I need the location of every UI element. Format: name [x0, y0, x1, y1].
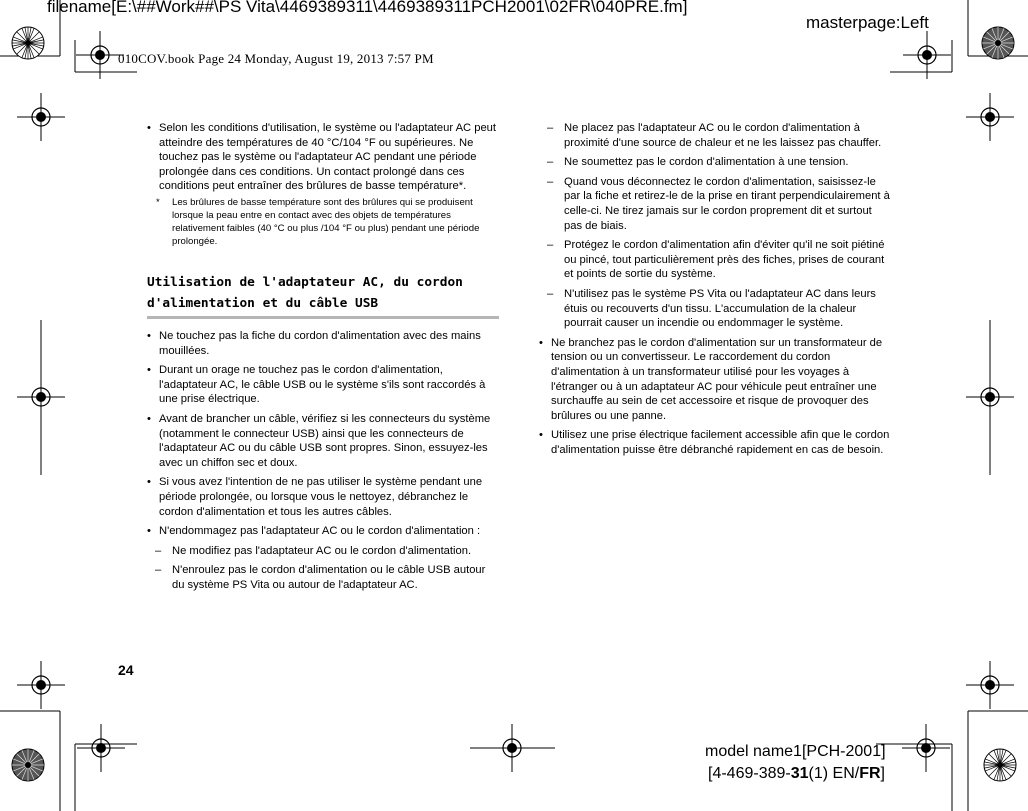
bullet-item: • Si vous avez l'intention de ne pas utiliser le système pendant une période prolongée, ou lorsque vous le nettoyez, débranchez le cordon d'alimentation et tous les autres câbles.	[147, 475, 499, 519]
bullet-item: • Ne touchez pas la fiche du cordon d'alimentation avec des mains mouillées.	[147, 329, 499, 358]
masterpage-label: masterpage:Left	[806, 13, 929, 32]
filename-label: filename[E:\##Work##\PS Vita\4469389311\4469389311PCH2001\02FR\040PRE.fm]	[47, 0, 688, 16]
sub-item: – N'utilisez pas le système PS Vita ou l'adaptateur AC dans leurs étuis ou recouverts d'un tissu. L'accumulation de la chaleur pourrait causer un incendie ou endommager le système.	[539, 287, 891, 331]
model-name: model name1[PCH-2001]	[705, 743, 886, 760]
sub-item: – Quand vous déconnectez le cordon d'alimentation, saisissez-le par la fiche et retirez-le de la prise en tirant perpendiculairement à celle-ci. Ne tirez jamais sur le cordon proprement dit et surtout pas de biais.	[539, 175, 891, 233]
part-code-suffix: ]	[880, 765, 885, 782]
section-heading-line: d'alimentation et du câble USB	[147, 295, 379, 311]
bullet-item: • Selon les conditions d'utilisation, le système ou l'adaptateur AC peut atteindre des températures de 40 °C/104 °F ou supérieures. Ne touchez pas le système ou l'adaptateur AC pendant une période prolongée dans ces conditions. Un contact prolongé dans ces conditions peut entraîner des brûlures de basse température*.	[147, 121, 499, 194]
sub-item: – Ne placez pas l'adaptateur AC ou le cordon d'alimentation à proximité d'une source de chaleur et ne les laissez pas chauffer.	[539, 121, 891, 150]
page-number: 24	[118, 662, 134, 678]
section-heading	[147, 272, 499, 319]
section-heading-line: Utilisation de l'adaptateur AC, du cordon	[147, 274, 463, 290]
part-code-version: 31	[790, 765, 809, 782]
sub-item: – N'enroulez pas le cordon d'alimentation ou le câble USB autour du système PS Vita ou autour de l'adaptateur AC.	[147, 563, 499, 592]
book-info: 010COV.book Page 24 Monday, August 19, 2013 7:57 PM	[118, 51, 434, 66]
left-column	[147, 121, 499, 597]
sub-item: – Ne soumettez pas le cordon d'alimentation à une tension.	[539, 155, 891, 170]
part-code-middle: (1) EN/	[808, 765, 860, 782]
part-code-language: FR	[859, 765, 881, 782]
bullet-item: • Avant de brancher un câble, vérifiez si les connecteurs du système (notamment le connecteur USB) ainsi que les connecteurs de l'adaptateur AC ou du câble USB sont propres. Sinon, essuyez-les avec un chiffon sec et doux.	[147, 412, 499, 470]
sub-item: – Protégez le cordon d'alimentation afin d'éviter qu'il ne soit piétiné ou pincé, tout particulièrement près des fiches, prises de courant et points de sortie du système.	[539, 238, 891, 282]
bullet-item: • N'endommagez pas l'adaptateur AC ou le cordon d'alimentation :	[147, 524, 499, 539]
right-column	[539, 121, 891, 462]
part-code	[708, 765, 885, 783]
bullet-item: • Ne branchez pas le cordon d'alimentation sur un transformateur de tension ou un convertisseur. Le raccordement du cordon d'alimentation à un transformateur utilisé pour les voyages à l'étranger ou à un adaptateur AC pour véhicule peut entraîner une surchauffe au sein de cet accessoire et risque de provoquer des brûlures ou une panne.	[539, 336, 891, 424]
bullet-item: • Durant un orage ne touchez pas le cordon d'alimentation, l'adaptateur AC, le câble USB ou le système s'ils sont raccordés à une prise électrique.	[147, 363, 499, 407]
bullet-item: • Utilisez une prise électrique facilement accessible afin que le cordon d'alimentation puisse être débranché rapidement en cas de besoin.	[539, 428, 891, 457]
part-code-prefix: [4-469-389-	[708, 765, 791, 782]
sub-item: – Ne modifiez pas l'adaptateur AC ou le cordon d'alimentation.	[147, 544, 499, 559]
footnote: * Les brûlures de basse température sont des brûlures qui se produisent lorsque la peau entre en contact avec des objets de températures relativement faibles (40 °C ou plus /104 °F ou plus) pendant une période prolongée.	[147, 196, 499, 248]
